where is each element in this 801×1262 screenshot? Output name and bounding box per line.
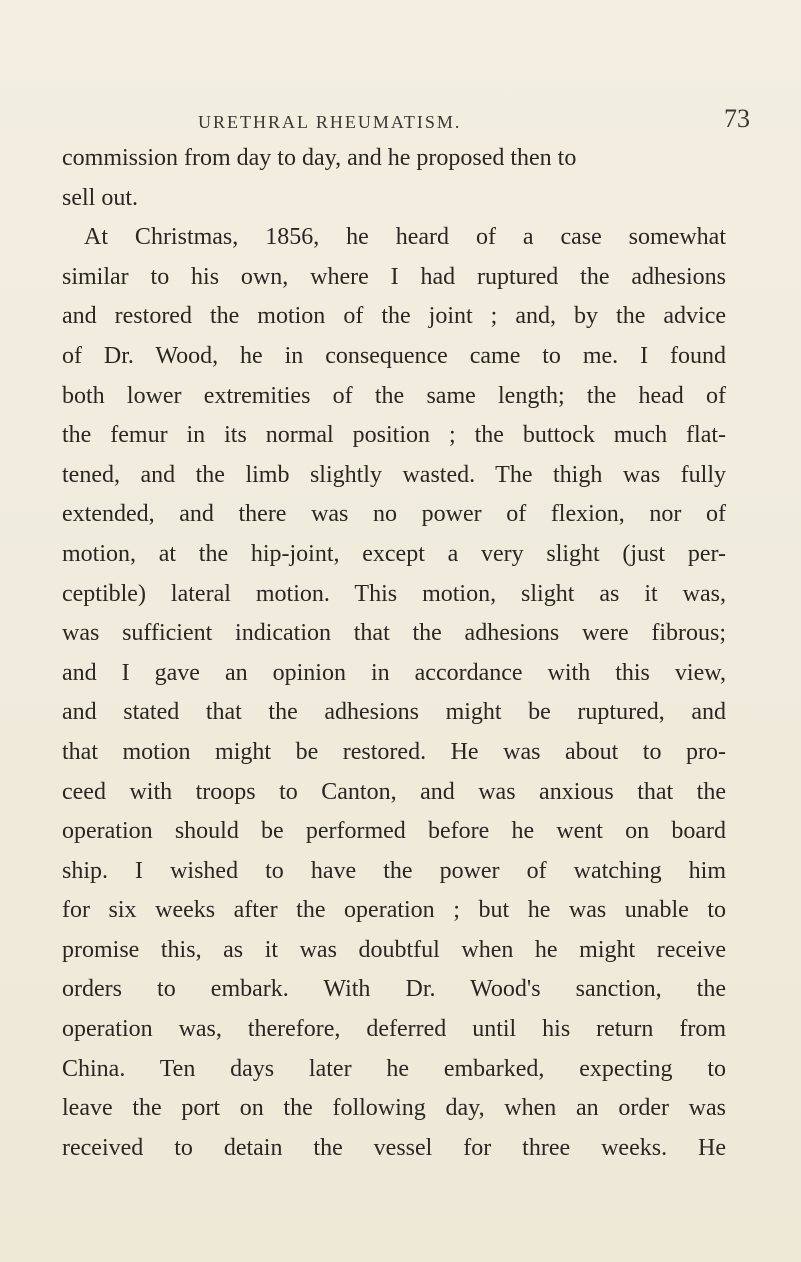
text-line: ceptible) lateral motion. This motion, slight as it was,	[62, 580, 726, 607]
text-line: similar to his own, where I had ruptured the adhesions	[62, 263, 726, 290]
page-number: 73	[724, 104, 750, 133]
text-line: commission from day to day, and he proposed then to	[62, 145, 577, 171]
text-line: of Dr. Wood, he in consequence came to me. I found	[62, 342, 726, 369]
text-line: extended, and there was no power of flexion, nor of	[62, 501, 726, 528]
text-line: and restored the motion of the joint ; and, by the advice	[62, 303, 726, 330]
text-line: promise this, as it was doubtful when he might receive	[62, 936, 726, 963]
text-line: the femur in its normal position ; the buttock much flat-	[62, 422, 726, 449]
text-line: orders to embark. With Dr. Wood's sanction, the	[62, 976, 726, 1003]
text-line: motion, at the hip-joint, except a very slight (just per-	[62, 540, 726, 567]
text-line: leave the port on the following day, when an order was	[62, 1095, 726, 1122]
text-line: China. Ten days later he embarked, expecting to	[62, 1055, 726, 1082]
running-head: URETHRAL RHEUMATISM.	[198, 112, 462, 132]
text-line: sell out.	[62, 184, 138, 211]
text-line: operation should be performed before he went on board	[62, 818, 726, 845]
text-line: ceed with troops to Canton, and was anxious that the	[62, 778, 726, 805]
text-line: for six weeks after the operation ; but he was unable to	[62, 897, 726, 924]
text-line: received to detain the vessel for three weeks. He	[62, 1134, 726, 1161]
text-line: At Christmas, 1856, he heard of a case somewhat	[84, 224, 726, 251]
text-line: both lower extremities of the same length; the head of	[62, 382, 726, 409]
text-line: tened, and the limb slightly wasted. The thigh was fully	[62, 461, 726, 488]
body-text	[62, 139, 726, 1168]
text-line: that motion might be restored. He was about to pro-	[62, 738, 726, 765]
text-line: ship. I wished to have the power of watching him	[62, 857, 726, 884]
text-line: was sufficient indication that the adhesions were fibrous;	[62, 620, 726, 647]
text-line: operation was, therefore, deferred until his return from	[62, 1016, 726, 1043]
text-line: and I gave an opinion in accordance with this view,	[62, 659, 726, 686]
text-line: and stated that the adhesions might be ruptured, and	[62, 699, 726, 726]
